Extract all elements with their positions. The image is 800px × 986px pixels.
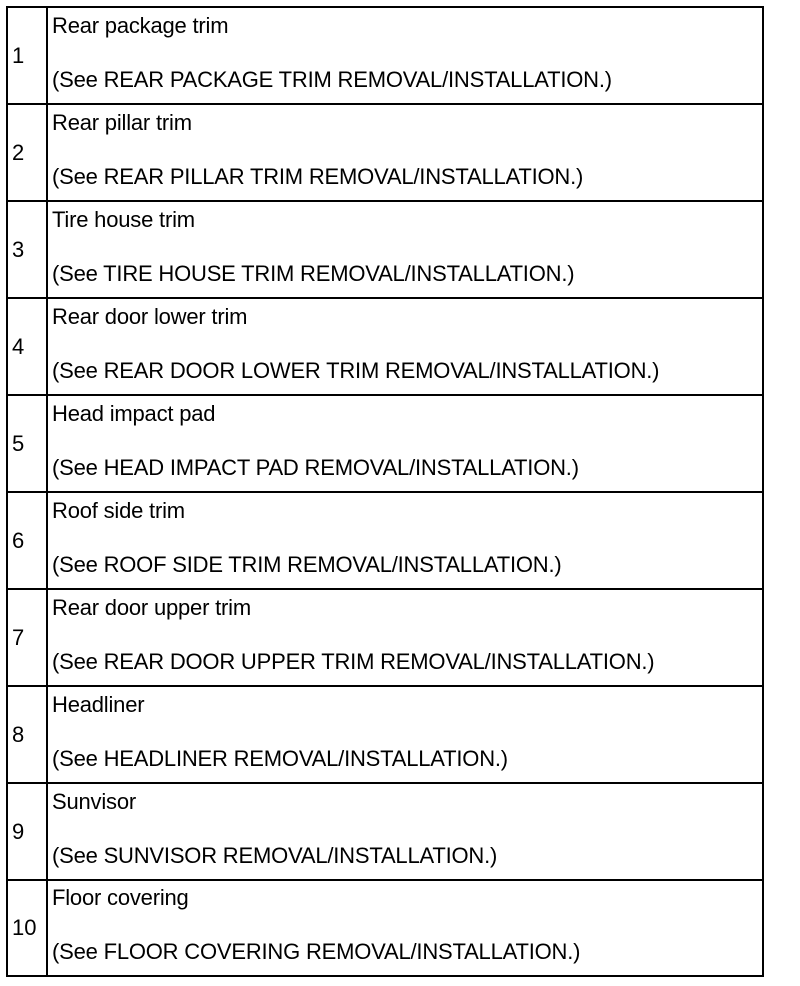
step-number: 3 <box>7 201 47 298</box>
part-name: Rear door upper trim <box>52 594 251 620</box>
procedure-reference: (See REAR DOOR LOWER TRIM REMOVAL/INSTALLATION.) <box>52 357 660 383</box>
step-number: 10 <box>7 880 47 976</box>
table-row <box>7 104 763 201</box>
table-row <box>7 298 763 395</box>
part-name: Sunvisor <box>52 788 136 814</box>
step-description <box>47 298 763 395</box>
step-number: 6 <box>7 492 47 589</box>
part-name: Rear pillar trim <box>52 109 192 135</box>
step-number: 1 <box>7 7 47 104</box>
procedure-reference: (See HEAD IMPACT PAD REMOVAL/INSTALLATION.) <box>52 454 579 480</box>
step-number: 7 <box>7 589 47 686</box>
table-row <box>7 589 763 686</box>
procedure-reference: (See REAR PILLAR TRIM REMOVAL/INSTALLATION.) <box>52 163 584 189</box>
procedure-reference: (See ROOF SIDE TRIM REMOVAL/INSTALLATION.) <box>52 551 562 577</box>
step-description <box>47 395 763 492</box>
part-name: Floor covering <box>52 885 189 910</box>
procedure-reference: (See HEADLINER REMOVAL/INSTALLATION.) <box>52 745 508 771</box>
step-number: 5 <box>7 395 47 492</box>
table-row <box>7 492 763 589</box>
part-name: Rear package trim <box>52 12 229 38</box>
step-description <box>47 783 763 880</box>
step-description <box>47 686 763 783</box>
step-description <box>47 880 763 976</box>
step-number: 2 <box>7 104 47 201</box>
part-name: Roof side trim <box>52 497 185 523</box>
step-description <box>47 492 763 589</box>
step-description <box>47 201 763 298</box>
table-row <box>7 686 763 783</box>
part-name: Rear door lower trim <box>52 303 248 329</box>
procedure-reference: (See REAR PACKAGE TRIM REMOVAL/INSTALLATION.) <box>52 66 612 92</box>
procedure-reference: (See SUNVISOR REMOVAL/INSTALLATION.) <box>52 842 498 868</box>
part-name: Headliner <box>52 691 145 717</box>
procedure-reference: (See REAR DOOR UPPER TRIM REMOVAL/INSTALLATION.) <box>52 648 655 674</box>
procedure-reference: (See TIRE HOUSE TRIM REMOVAL/INSTALLATION.) <box>52 260 575 286</box>
procedure-reference: (See FLOOR COVERING REMOVAL/INSTALLATION.) <box>52 939 581 964</box>
table-row <box>7 201 763 298</box>
table-row <box>7 783 763 880</box>
table-row <box>7 880 763 976</box>
step-description <box>47 7 763 104</box>
step-number: 8 <box>7 686 47 783</box>
table-row <box>7 7 763 104</box>
step-number: 4 <box>7 298 47 395</box>
part-name: Tire house trim <box>52 206 195 232</box>
step-description <box>47 104 763 201</box>
table-row <box>7 395 763 492</box>
part-name: Head impact pad <box>52 400 216 426</box>
step-description <box>47 589 763 686</box>
removal-order-table <box>6 6 764 977</box>
step-number: 9 <box>7 783 47 880</box>
